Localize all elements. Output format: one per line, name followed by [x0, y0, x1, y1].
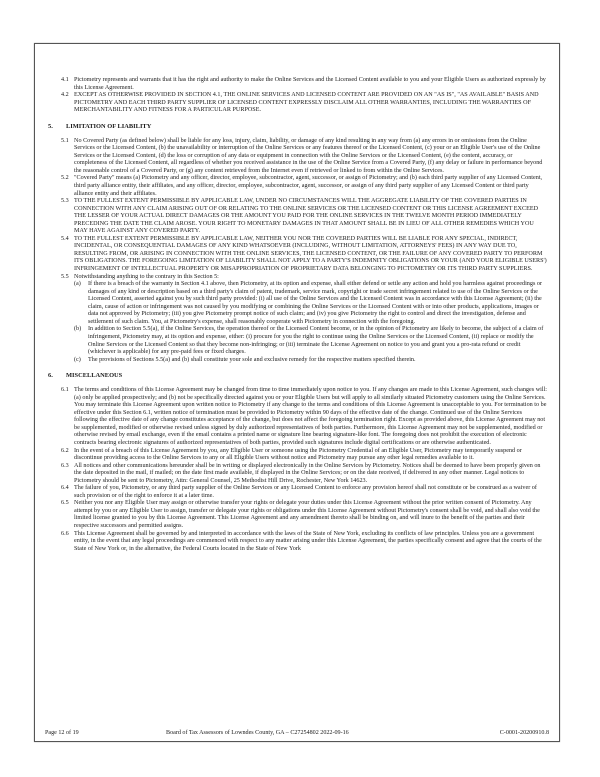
clause-6-2	[35, 448, 559, 463]
clause-number: 4.2	[61, 92, 69, 99]
clause-5-5	[35, 274, 559, 282]
clause-text: This License Agreement shall be governed by and interpreted in accordance with the laws of the State of New York, excluding its conflicts of law principles. Unless you are a government entity, in the event that any legal proceedings are commenced with respect to any matter arising under this License Agreement, the parties specifically consent and agree that the courts of the State of New York or, in the alternative, the Federal Courts located in the State of New York	[74, 530, 542, 552]
clause-5-1	[35, 138, 559, 176]
clause-text: Pictometry represents and warrants that it has the right and authority to make the Online Services and the Licensed Content available to you and your Eligible Users as authorized expressly by this License Agreement.	[74, 77, 546, 91]
clause-number: 5.1	[61, 137, 69, 144]
clause-5-5-c	[35, 357, 559, 365]
clause-text: Notwithstanding anything to the contrary in this Section 5:	[74, 273, 219, 280]
clause-5-2	[35, 175, 559, 198]
clause-number: 5.4	[61, 235, 69, 242]
clause-text: TO THE FULLEST EXTENT PERMISSIBLE BY APPLICABLE LAW, NEITHER YOU NOR THE COVERED PARTIES WILL BE LIABLE FOR ANY SPECIAL, INDIRECT, INCIDENTAL, OR CONSEQUENTIAL DAMAGES OF ANY KIND WHATSOEVER (INCLUDING, WITHOUT LIMITATION, ATTORNEYS' FEES) IN ANY WAY DUE TO, RESULTING FROM, OR ARISING IN CONNECTION WITH THE ONLINE SERVICES, THE LICENSED CONTENT, OR THE FAILURE OF ANY COVERED PARTY TO PERFORM ITS OBLIGATIONS. THE FOREGOING LIMITATION OF LIABILITY SHALL NOT APPLY TO A PARTY'S INDEMNITY OBLIGATIONS OR YOUR (AND YOUR ELIGIBLE USERS') INFRINGEMENT OF INTELLECTUAL PROPERTY OR MISAPPROPRIATION OF PROPRIETARY DATA BELONGING TO PICTOMETRY OR ITS THIRD PARTY SUPPLIERS.	[74, 235, 547, 273]
clause-text: The failure of you, Pictometry, or any third party supplier of the Online Services or any Licensed Content to enforce any provision hereof shall not constitute or be construed as a waiver of such provision or of the right to enforce it at a later time.	[74, 485, 537, 499]
section-heading-5	[35, 123, 559, 131]
document-page-frame	[34, 43, 560, 742]
clause-number: 4.1	[61, 77, 69, 83]
clause-5-5-b	[35, 326, 559, 356]
clause-text: The terms and conditions of this License Agreement may be changed from time to time immediately upon notice to you. If any changes are made to this License Agreement, such changes will: (a) only be applied prospectively; and (b) not be specifically directed against you or your Eligible Users but will apply to all similarly situated Pictometry customers using the Online Services. You may terminate this License Agreement upon written notice to Pictometry if any change to the terms and conditions of this License Agreement is unacceptable to you. For termination to be effective under this Section 6.1, written notice of termination must be provided to Pictometry within 90 days of the effective date of the change. Continued use of the Online Services following the effective date of any change constitutes acceptance of the change, but does not affect the foregoing termination right. Except as provided above, this License Agreement may not be supplemented, modified or otherwise revised unless signed by duly authorized representatives of both parties. Furthermore, this License Agreement may not be supplemented, modified or otherwise revised by email exchange, even if the email contains a printed name or signature line bearing signature-like font. The foregoing does not prohibit the execution of electronic contracts bearing electronic signatures of authorized representatives of both parties, provided such signatures include digital certifications or are otherwise authenticated.	[74, 387, 548, 446]
clause-6-5	[35, 500, 559, 530]
sub-clause-label: (a)	[74, 281, 81, 288]
section-number: 6.	[48, 372, 53, 380]
clause-number: 6.1	[61, 387, 69, 394]
clause-6-6	[35, 531, 559, 554]
clause-text: All notices and other communications hereunder shall be in writing or displayed electronically in the Online Services by Pictometry. Notices shall be deemed to have been properly given on the date deposited in the mail, if mailed; on the date first made available, if displayed in the Online Services; or on the date received, if delivered in any other manner. Legal notices to Pictometry should be sent to Pictometry, Attn: General Counsel, 25 Methodist Hill Drive, Rochester, New York 14623.	[74, 462, 541, 484]
clause-number: 6.5	[61, 500, 69, 507]
clause-number: 5.3	[61, 198, 69, 205]
clause-4-2	[35, 92, 559, 115]
clause-6-3	[35, 463, 559, 486]
section-heading-6	[35, 372, 559, 380]
section-title: LIMITATION OF LIABILITY	[66, 122, 152, 130]
section-title: MISCELLANEOUS	[66, 372, 123, 380]
clause-number: 6.6	[61, 530, 69, 537]
clause-text: Neither you nor any Eligible User may assign or otherwise transfer your rights or delegate your duties under this License Agreement without the prior written consent of Pictometry. Any attempt by you or any Eligible User to assign, transfer or delegate your rights or obligations under this License Agreement without Pictometry's consent shall be void, and shall also void the limited license granted to you by this License Agreement. This License Agreement and any amendment thereto shall be binding on, and will inure to the benefit of the parties and their respective successors and permitted assigns.	[74, 500, 540, 529]
clause-text: TO THE FULLEST EXTENT PERMISSIBLE BY APPLICABLE LAW, UNDER NO CIRCUMSTANCES WILL THE AGGREGATE LIABILITY OF THE COVERED PARTIES IN CONNECTION WITH ANY CLAIM ARISING OUT OF OR RELATING TO THE ONLINE SERVICES OR THE LICENSED CONTENT OR THIS LICENSE AGREEMENT EXCEED THE LESSER OF YOUR ACTUAL DIRECT DAMAGES OR THE AMOUNT YOU PAID FOR THE ONLINE SERVICES IN THE TWELVE MONTH PERIOD IMMEDIATELY PRECEDING THE DATE THE CLAIM AROSE. YOUR RIGHT TO MONETARY DAMAGES IN THAT AMOUNT SHALL BE IN LIEU OF ALL OTHER REMEDIES WHICH YOU MAY HAVE AGAINST ANY COVERED PARTY.	[74, 198, 539, 235]
document-body	[35, 77, 559, 553]
clause-text: In the event of a breach of this License Agreement by you, any Eligible User or someone using the Pictometry Credential of an Eligible User, Pictometry may temporarily suspend or discontinue providing access to the Online Services to any or all Eligible Users without notice and Pictometry may pursue any other legal remedies available to it.	[74, 447, 522, 462]
clause-number: 6.4	[61, 485, 69, 492]
sub-clause-label: (c)	[74, 356, 81, 363]
sub-clause-text: If there is a breach of the warranty in Section 4.1 above, then Pictometry, at its option and expense, shall either defend or settle any action and hold you harmless against proceedings or damages of any kind or description based on a third party's claim of patent, trademark, service mark, copyright or trade secret infringement related to use of the Online Services or the Licensed Content, asserted against you by such third party provided: (i) all use of the Online Services and the Licensed Content was in accordance with this License Agreement; (ii) the claim, cause of action or infringement was not caused by you modifying or combining the Online Services or the Licensed Content with or into other products, applications, images or data not approved by Pictometry; (iii) you give Pictometry prompt notice of such claim; and (iv) you give Pictometry the right to control and direct the investigation, defense and settlement of such claim. You, at Pictometry's expense, shall reasonably cooperate with Pictometry in connection with the foregoing.	[88, 281, 543, 325]
clause-number: 6.2	[61, 447, 69, 454]
page-number: Page 12 of 19	[45, 730, 79, 736]
footer-document-reference: Board of Tax Assessors of Lowndes County, GA – C27254802 2022-09-16	[166, 730, 349, 736]
clause-number: 6.3	[61, 462, 69, 469]
clause-4-1	[35, 77, 559, 92]
clause-number: 5.2	[61, 175, 69, 182]
clause-number: 5.5	[61, 273, 69, 280]
sub-clause-label: (b)	[74, 326, 82, 333]
sub-clause-text: In addition to Section 5.5(a), if the Online Services, the operation thereof or the Licensed Content become, or in the opinion of Pictometry are likely to become, the subject of a claim of infringement, Pictometry may, at its option and expense, either: (i) procure for you the right to continue using the Online Services or the Licensed Content, (ii) replace or modify the Online Services or the Licensed Content so that they become non-infringing; or (iii) terminate the License Agreement on notice to you and grant you a pro-rata refund or credit (whichever is applicable) for any pre-paid fees or fixed charges.	[88, 326, 544, 356]
section-number: 5.	[48, 122, 53, 130]
sub-clause-text: The provisions of Sections 5.5(a) and (b) shall constitute your sole and exclusive remedy for the respective matters specified therein.	[88, 356, 416, 363]
clause-text: EXCEPT AS OTHERWISE PROVIDED IN SECTION 4.1, THE ONLINE SERVICES AND LICENSED CONTENT ARE PROVIDED ON AN "AS IS", "AS AVAILABLE" BASIS AND PICTOMETRY AND EACH THIRD PARTY SUPPLIER OF LICENSED CONTENT EXPRESSLY DISCLAIM ALL OTHER WARRANTIES, INCLUDING THE WARRANTIES OF MERCHANTABILITY AND FITNESS FOR A PARTICULAR PURPOSE.	[74, 92, 539, 114]
footer-document-id: C-0001-20200910.8	[499, 730, 549, 736]
clause-6-1	[35, 387, 559, 447]
clause-5-3	[35, 198, 559, 236]
clause-text: No Covered Party (as defined below) shall be liable for any loss, injury, claim, liability, or damage of any kind resulting in any way from (a) any errors in or omissions from the Online Services or the Licensed Content, (b) the unavailability or interruption of the Online Services or any features thereof or the Licensed Content, (c) your or an Eligible User's use of the Online Services or the Licensed Content, (d) the loss or corruption of any data or equipment in connection with the Online Services or the Licensed Content, (e) the content, accuracy, or completeness of the Licensed Content, all regardless of whether you received assistance in the use of the Online Service from a Covered Party, (f) any delay or failure in performance beyond the reasonable control of a Covered Party, or (g) any content retrieved from the Internet even if retrieved or linked to from within the Online Services.	[74, 137, 543, 174]
clause-text: "Covered Party" means (a) Pictometry and any officer, director, employee, subcontractor, agent, successor, or assign of Pictometry; and (b) each third party supplier of any Licensed Content, third party alliance entity, their affiliates, and any officer, director, employee, subcontractor, agent, successor, or assign of any third party supplier of any Licensed Content or third party alliance entity and their affiliates.	[74, 175, 543, 197]
clause-5-4	[35, 236, 559, 274]
clause-6-4	[35, 485, 559, 500]
clause-5-5-a	[35, 281, 559, 326]
